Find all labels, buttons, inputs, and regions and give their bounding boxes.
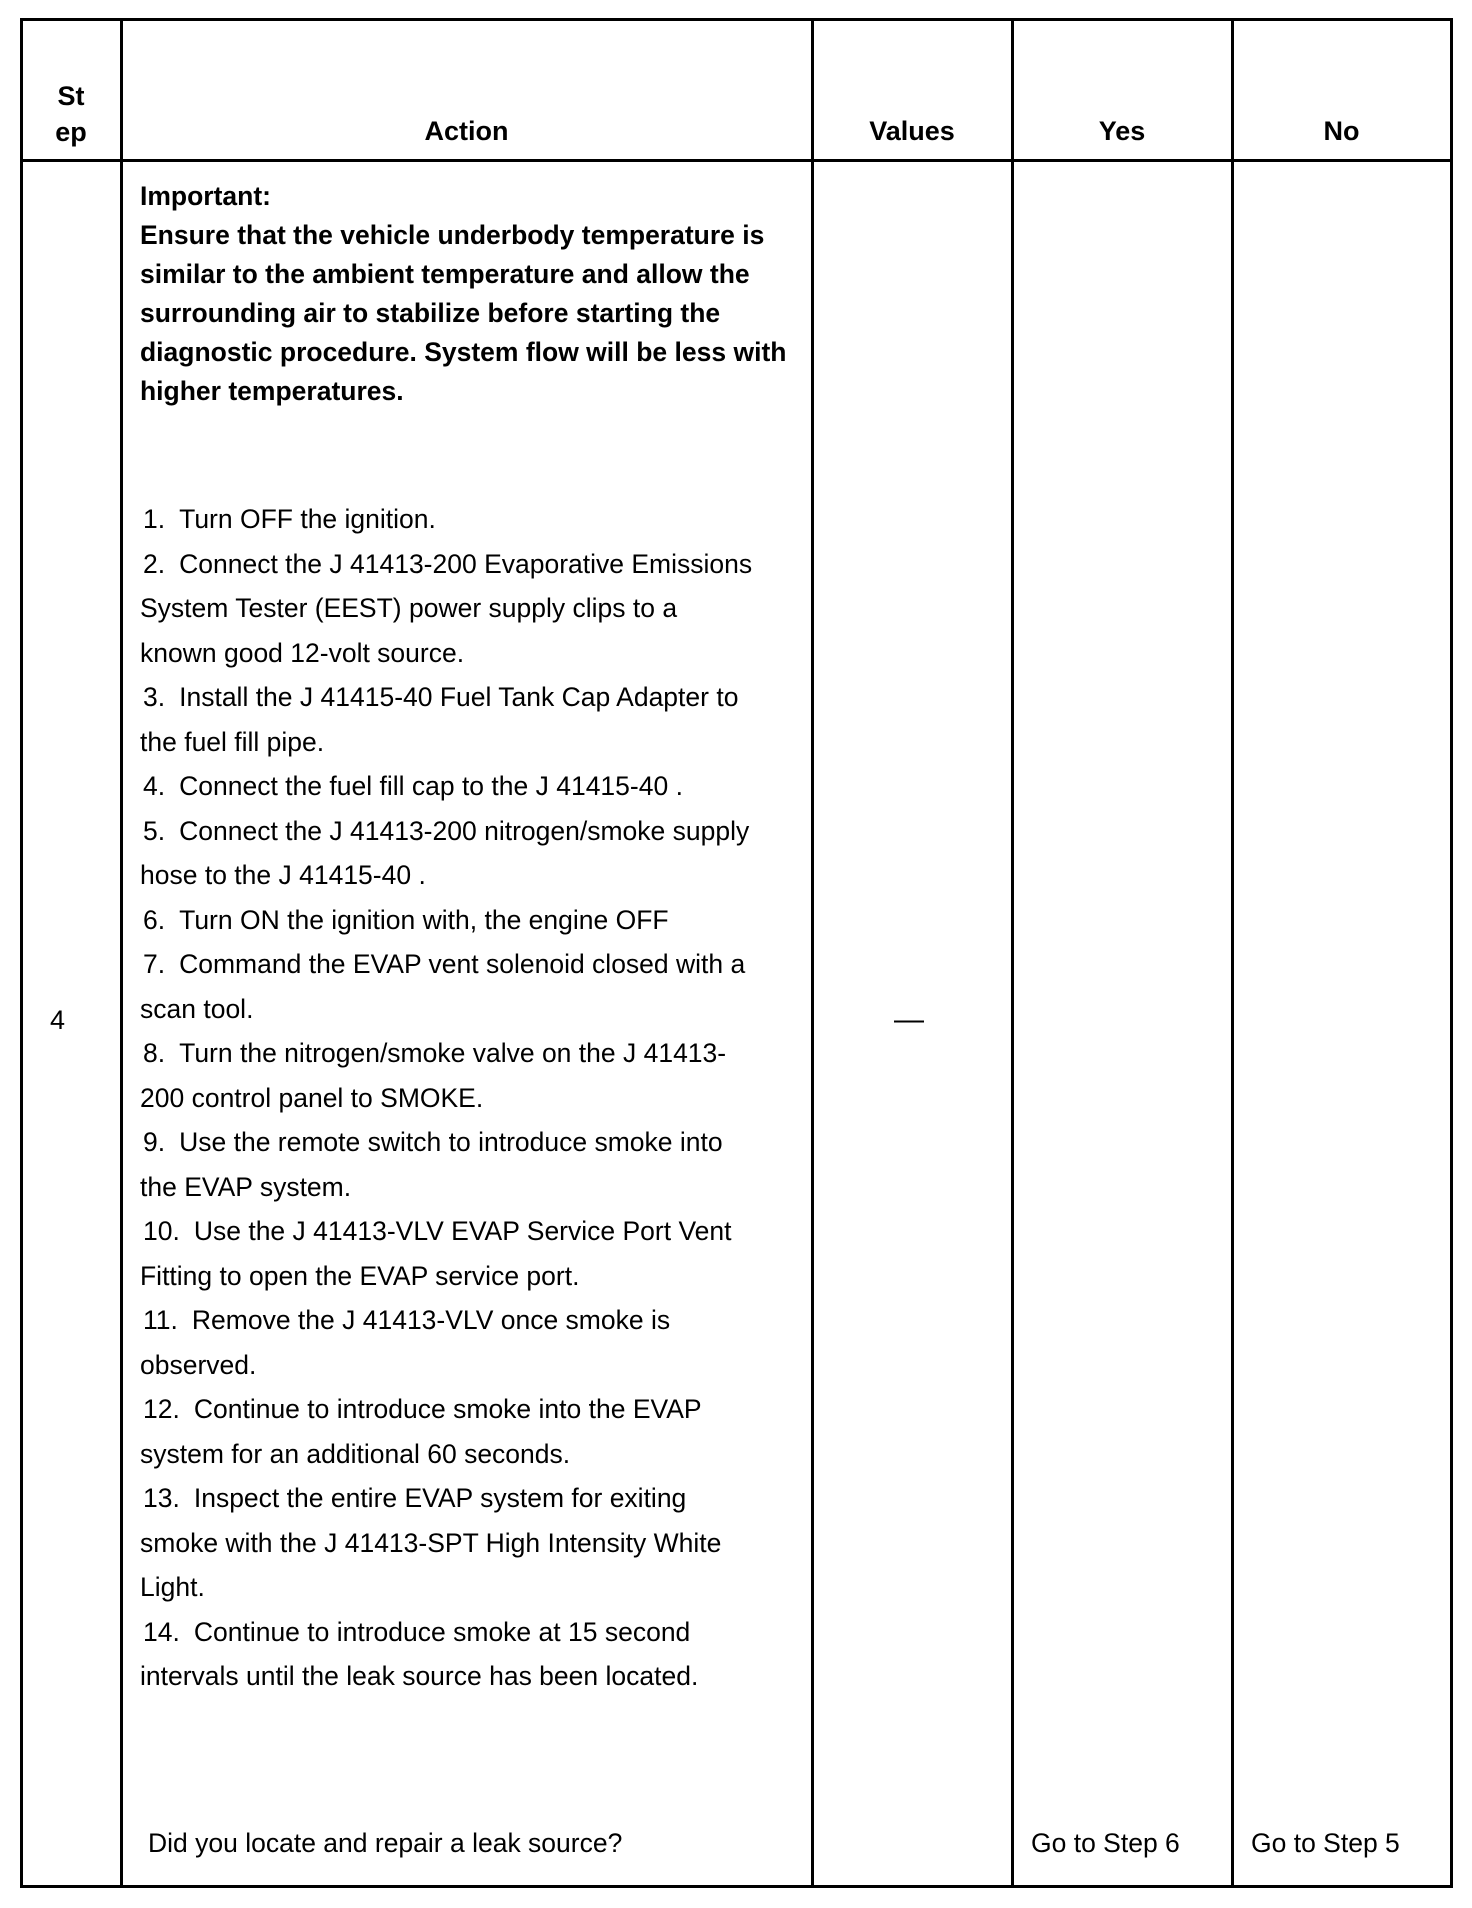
column-divider-action (120, 18, 123, 1888)
list-item: 8. Turn the nitrogen/smoke valve on the J 41413-200 control panel to SMOKE. (140, 1038, 727, 1113)
question-text: Did you locate and repair a leak source? (148, 1828, 623, 1858)
header-bottom-border (20, 159, 1453, 162)
list-item: 10. Use the J 41413-VLV EVAP Service Port Vent Fitting to open the EVAP service port. (140, 1216, 732, 1291)
procedure-steps (140, 497, 760, 1699)
header-no: No (1323, 116, 1360, 146)
list-item: 14. Continue to introduce smoke at 15 second intervals until the leak source has been located. (140, 1616, 699, 1691)
yes-outcome: Go to Step 6 (1031, 1828, 1180, 1858)
table-top-border (20, 18, 1453, 21)
header-action: Action (424, 116, 509, 146)
table-bottom-border (20, 1885, 1453, 1888)
list-item: 11. Remove the J 41413-VLV once smoke is observed. (140, 1305, 671, 1380)
table-right-border (1450, 18, 1453, 1888)
list-item: 13. Inspect the entire EVAP system for exiting smoke with the J 41413-SPT High Intensity White Light. (140, 1483, 722, 1602)
column-divider-no (1231, 18, 1234, 1888)
list-item: 7. Command the EVAP vent solenoid closed with a scan tool. (140, 949, 746, 1024)
list-item: 1. Turn OFF the ignition. (143, 504, 436, 534)
no-outcome: Go to Step 5 (1251, 1828, 1400, 1858)
list-item: 3. Install the J 41415-40 Fuel Tank Cap Adapter to the fuel fill pipe. (140, 682, 739, 757)
column-divider-values (811, 18, 814, 1888)
table-left-border (20, 18, 23, 1888)
header-step: St ep (55, 81, 87, 147)
list-item: 2. Connect the J 41413-200 Evaporative Emissions System Tester (EEST) power supply clips to a known good 12-volt source. (140, 548, 753, 668)
list-item: 4. Connect the fuel fill cap to the J 41415-40 . (143, 771, 683, 801)
column-divider-yes (1011, 18, 1014, 1888)
list-item: 5. Connect the J 41413-200 nitrogen/smoke supply hose to the J 41415-40 . (140, 815, 750, 890)
list-item: 9. Use the remote switch to introduce smoke into the EVAP system. (140, 1127, 723, 1202)
important-label: Important: (140, 181, 272, 211)
important-note (140, 177, 800, 411)
header-yes: Yes (1098, 116, 1146, 146)
important-text: Ensure that the vehicle underbody temperature is similar to the ambient temperature and allow the surrounding air to stabilize before starting the diagnostic procedure. System flow will be less with higher temperatures. (140, 220, 787, 406)
values-cell: — (894, 1003, 924, 1036)
step-number: 4 (50, 1005, 66, 1035)
header-values: Values (869, 116, 955, 146)
list-item: 6. Turn ON the ignition with, the engine OFF (143, 904, 669, 935)
list-item: 12. Continue to introduce smoke into the EVAP system for an additional 60 seconds. (140, 1394, 702, 1469)
